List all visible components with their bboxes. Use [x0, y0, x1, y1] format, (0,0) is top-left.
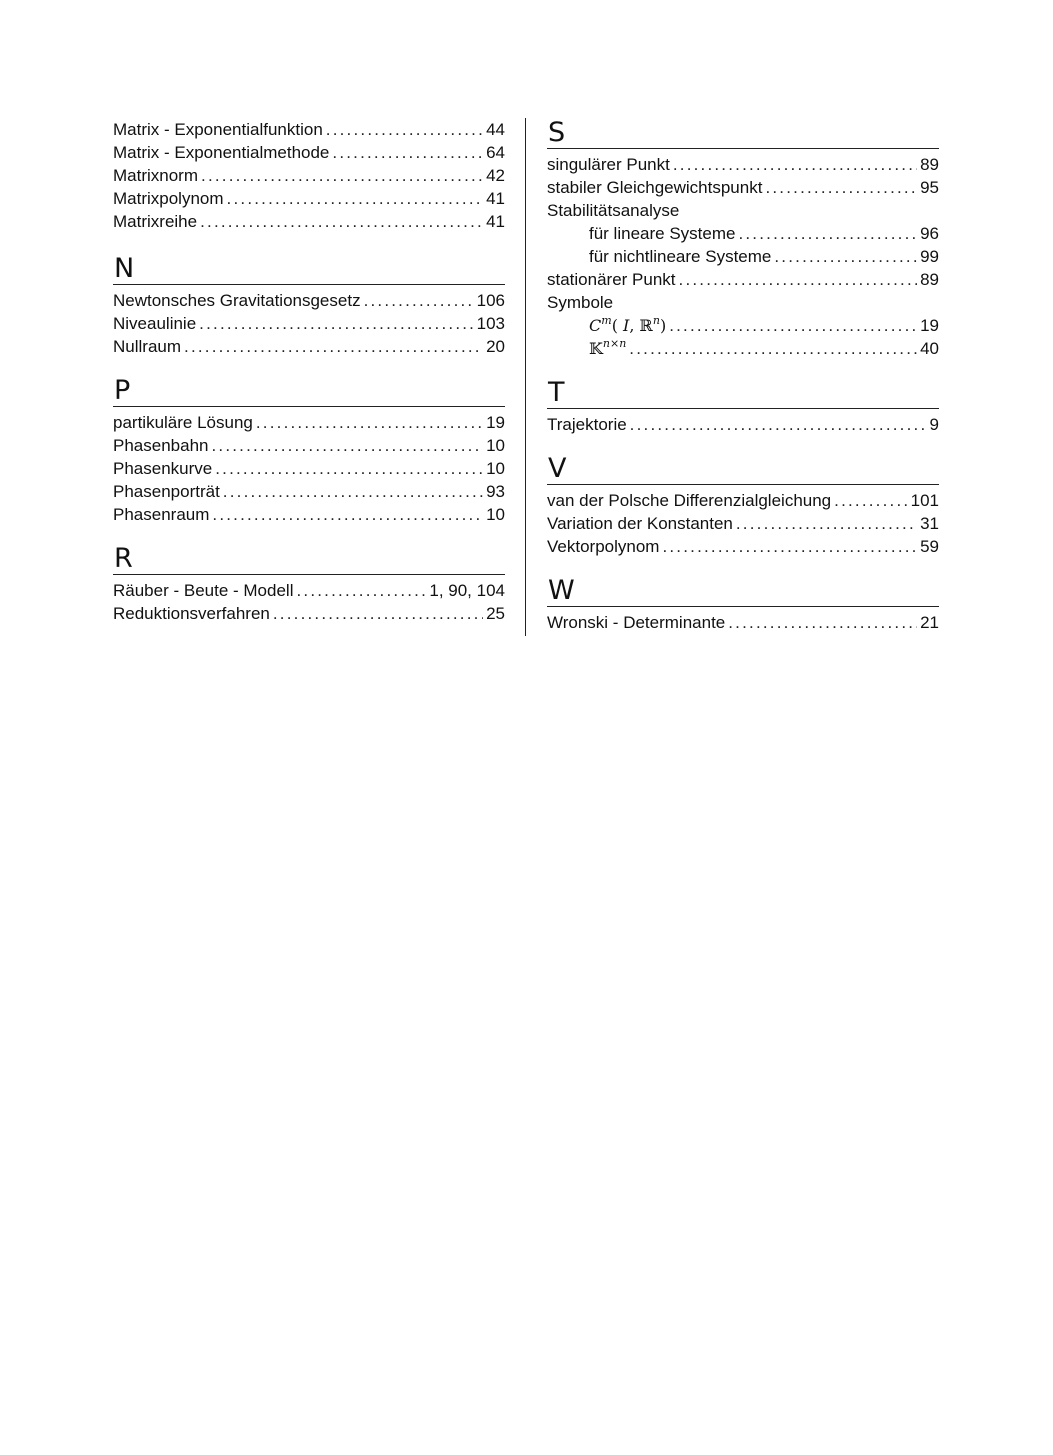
section-letter: N — [113, 254, 505, 285]
dot-leader — [736, 512, 917, 535]
dot-leader — [669, 314, 917, 337]
page-number: 1, 90, 104 — [429, 581, 505, 600]
index-entry — [547, 413, 939, 436]
page-number: 10 — [486, 436, 505, 455]
index-section-t — [547, 378, 939, 436]
index-term: partikuläre Lösung — [113, 413, 253, 432]
index-term: stabiler Gleichgewichtspunkt — [547, 178, 763, 197]
index-entry — [547, 512, 939, 535]
index-section-s — [547, 118, 939, 360]
page-number: 31 — [920, 514, 939, 533]
index-term: Variation der Konstanten — [547, 514, 733, 533]
index-term: Reduktionsverfahren — [113, 604, 270, 623]
section-letter: S — [547, 118, 939, 149]
index-term: Matrixnorm — [113, 166, 199, 185]
dot-leader — [629, 337, 917, 360]
page-number: 103 — [476, 314, 505, 333]
index-entry — [113, 289, 505, 312]
index-section-m-continued — [113, 118, 505, 233]
dot-leader — [326, 118, 483, 141]
dot-leader — [630, 413, 927, 436]
index-column-right — [547, 118, 939, 634]
page-number: 19 — [486, 413, 505, 432]
dot-leader — [273, 602, 483, 625]
index-term: Nullraum — [113, 337, 182, 356]
index-term: Phasenkurve — [113, 459, 213, 478]
index-term: Matrixpolynom — [113, 189, 224, 208]
index-term: Matrix - Exponentialmethode — [113, 143, 330, 162]
index-entry — [113, 602, 505, 625]
index-entry — [547, 153, 939, 176]
dot-leader — [673, 153, 917, 176]
index-term: Newtonsches Gravitationsgesetz — [113, 291, 361, 310]
index-term: Matrix - Exponentialfunktion — [113, 120, 323, 139]
page-number: 9 — [929, 415, 939, 434]
page-number: 101 — [910, 491, 939, 510]
index-section-r — [113, 544, 505, 625]
dot-leader — [184, 335, 483, 358]
index-column-left — [113, 118, 505, 625]
page-number: 10 — [486, 505, 505, 524]
index-entry — [547, 535, 939, 558]
dot-leader — [679, 268, 918, 291]
section-letter: T — [547, 378, 939, 409]
index-section-p — [113, 376, 505, 526]
index-section-n — [113, 254, 505, 358]
section-letter: P — [113, 376, 505, 407]
page-number: 59 — [920, 537, 939, 556]
index-term: für lineare Systeme — [589, 224, 736, 243]
index-term: Phasenbahn — [113, 436, 209, 455]
index-entry — [113, 312, 505, 335]
page-number: 20 — [486, 337, 505, 356]
dot-leader — [215, 457, 483, 480]
index-entry — [113, 480, 505, 503]
page-number: 44 — [486, 120, 505, 139]
index-entry — [113, 411, 505, 434]
section-letter: R — [113, 544, 505, 575]
page-number: 42 — [486, 166, 505, 185]
column-divider — [525, 118, 526, 636]
index-entry — [113, 210, 505, 233]
dot-leader — [364, 289, 474, 312]
index-term: Trajektorie — [547, 415, 627, 434]
index-term: Räuber - Beute - Modell — [113, 581, 294, 600]
dot-leader — [774, 245, 917, 268]
index-term: singulärer Punkt — [547, 155, 670, 174]
page-number: 95 — [920, 178, 939, 197]
dot-leader — [211, 434, 483, 457]
index-subentry-symbol — [547, 314, 939, 337]
index-term: für nichtlineare Systeme — [589, 247, 772, 266]
dot-leader — [738, 222, 917, 245]
index-entry — [547, 176, 939, 199]
index-term: Matrixreihe — [113, 212, 198, 231]
section-gap — [113, 233, 505, 254]
index-entry — [113, 187, 505, 210]
index-term: Phasenporträt — [113, 482, 220, 501]
index-entry — [547, 611, 939, 634]
index-section-v — [547, 454, 939, 558]
index-subentry — [547, 222, 939, 245]
section-letter: W — [547, 576, 939, 607]
index-entry — [547, 489, 939, 512]
dot-leader — [223, 480, 483, 503]
dot-leader — [728, 611, 917, 634]
dot-leader — [256, 411, 483, 434]
page-number: 40 — [920, 339, 939, 358]
dot-leader — [200, 210, 483, 233]
index-entry — [113, 434, 505, 457]
dot-leader — [201, 164, 483, 187]
index-subentry — [547, 245, 939, 268]
index-section-w — [547, 576, 939, 634]
index-term: Niveaulinie — [113, 314, 197, 333]
page-number: 19 — [920, 316, 939, 335]
index-term: stationärer Punkt — [547, 270, 676, 289]
dot-leader — [199, 312, 473, 335]
section-gap — [547, 436, 939, 454]
section-gap — [547, 558, 939, 576]
page-number: 41 — [486, 212, 505, 231]
section-gap — [113, 358, 505, 376]
page-number: 21 — [920, 613, 939, 632]
page-number: 99 — [920, 247, 939, 266]
section-gap — [547, 360, 939, 378]
index-term: Stabilitätsanalyse — [547, 201, 680, 220]
page-number: 93 — [486, 482, 505, 501]
index-entry — [113, 164, 505, 187]
index-entry — [547, 268, 939, 291]
section-letter: V — [547, 454, 939, 485]
dot-leader — [834, 489, 907, 512]
index-entry-heading — [547, 291, 939, 314]
index-entry — [113, 118, 505, 141]
page-number: 41 — [486, 189, 505, 208]
index-subentry-symbol — [547, 337, 939, 360]
index-entry — [113, 141, 505, 164]
page-number: 89 — [920, 270, 939, 289]
page-number: 96 — [920, 224, 939, 243]
index-term: Symbole — [547, 293, 614, 312]
index-entry — [113, 503, 505, 526]
index-entry — [113, 335, 505, 358]
math-symbol-cm: $C^m$( I, ℝ$^n$) — [589, 314, 667, 335]
page-number: 25 — [486, 604, 505, 623]
math-symbol-knxn: 𝕂$^{n\times n}$ — [589, 337, 627, 358]
index-term: van der Polsche Differenzialgleichung — [547, 491, 832, 510]
page-number: 106 — [476, 291, 505, 310]
index-entry — [113, 457, 505, 480]
dot-leader — [662, 535, 917, 558]
index-term: Wronski - Determinante — [547, 613, 726, 632]
dot-leader — [332, 141, 483, 164]
dot-leader — [227, 187, 484, 210]
dot-leader — [765, 176, 917, 199]
page-number: 10 — [486, 459, 505, 478]
page-number: 89 — [920, 155, 939, 174]
index-entry — [113, 579, 505, 602]
index-term: Phasenraum — [113, 505, 210, 524]
dot-leader — [296, 579, 426, 602]
index-entry-heading — [547, 199, 939, 222]
page-number: 64 — [486, 143, 505, 162]
section-gap — [113, 526, 505, 544]
index-term: Vektorpolynom — [547, 537, 660, 556]
dot-leader — [212, 503, 483, 526]
